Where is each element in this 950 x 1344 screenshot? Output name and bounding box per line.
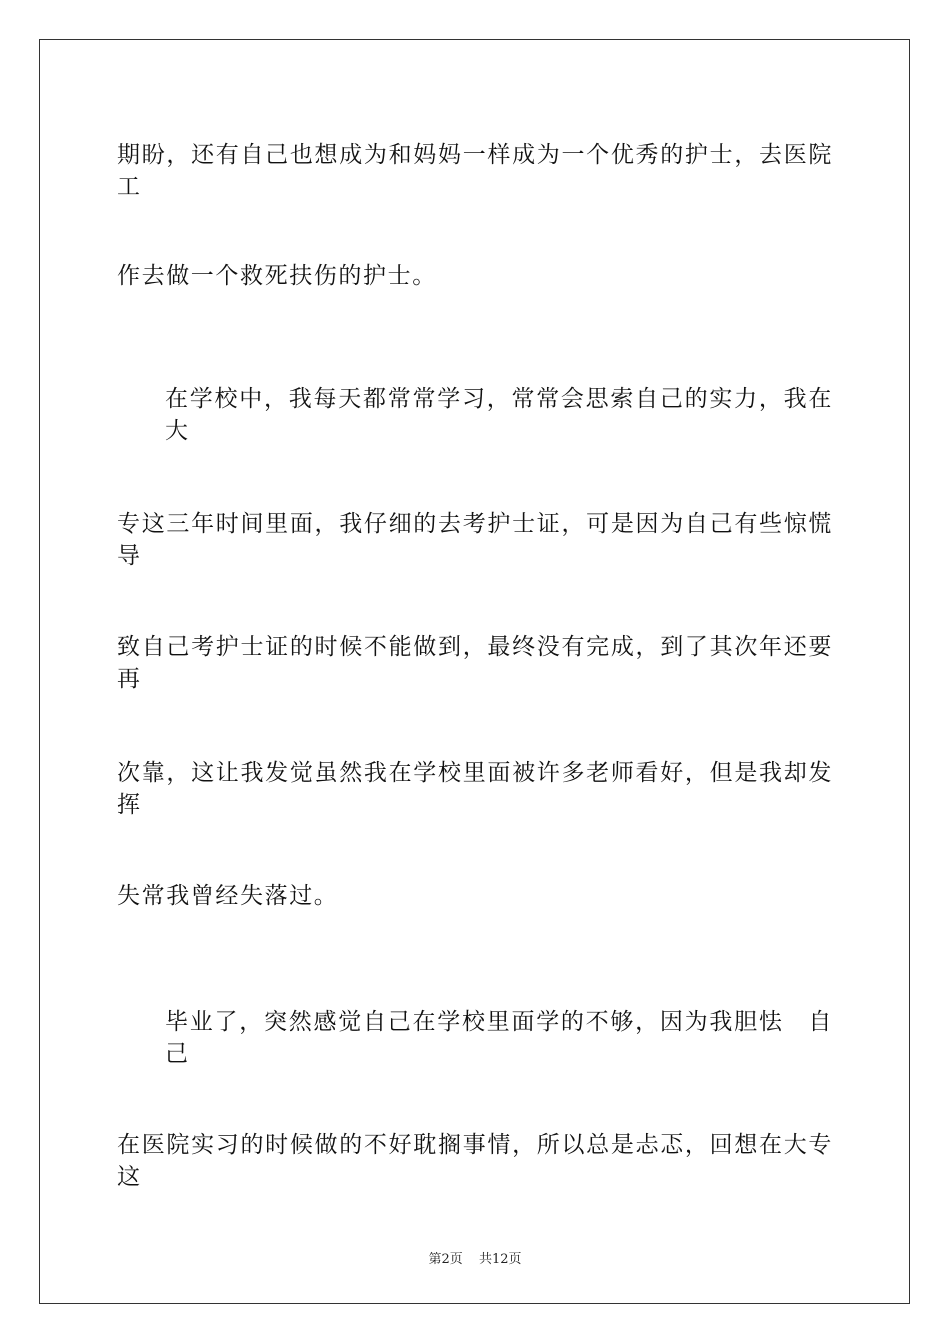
page-number-current: 第2页	[428, 1252, 463, 1267]
page-footer	[0, 1248, 950, 1267]
text-line-1: 期盼，还有自己也想成为和妈妈一样成为一个优秀的护士，去医院工	[117, 142, 833, 200]
text-line-7: 失常我曾经失落过。	[117, 883, 339, 909]
text-line-6: 次靠，这让我发觉虽然我在学校里面被许多老师看好，但是我却发挥	[117, 760, 833, 818]
text-line-4: 专这三年时间里面，我仔细的去考护士证，可是因为自己有些惊慌导	[117, 511, 833, 569]
text-line-2: 作去做一个救死扶伤的护士。	[117, 263, 437, 289]
page-number-total: 共12页	[478, 1252, 522, 1267]
text-line-8: 毕业了，突然感觉自己在学校里面学的不够，因为我胆怯 自己	[165, 1009, 833, 1067]
text-line-5: 致自己考护士证的时候不能做到，最终没有完成，到了其次年还要再	[117, 634, 833, 692]
text-line-3: 在学校中，我每天都常常学习，常常会思索自己的实力，我在大	[165, 386, 833, 444]
text-line-9: 在医院实习的时候做的不好耽搁事情，所以总是忐忑，回想在大专这	[117, 1132, 833, 1190]
